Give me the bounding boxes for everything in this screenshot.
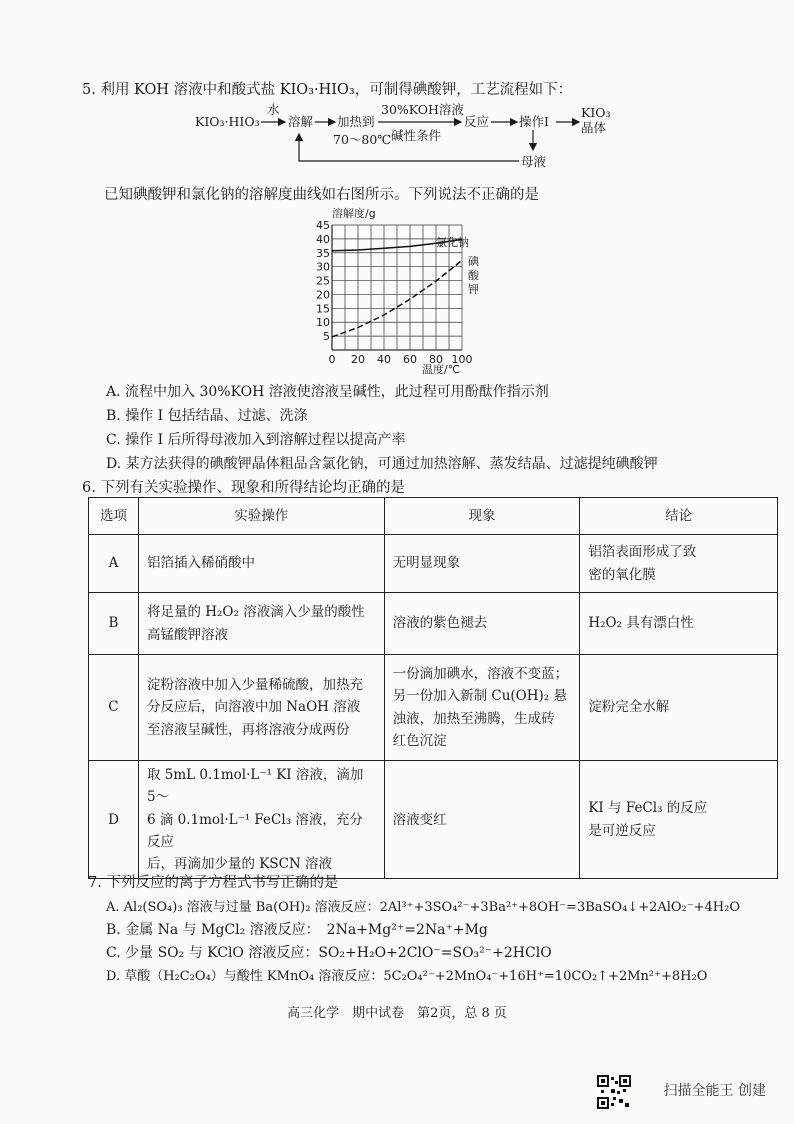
q7-option-d: D. 草酸（H₂C₂O₄）与酸性 KMnO₄ 溶液反应：5C₂O₄²⁻+2MnO₄⁻+16H⁺=10CO₂↑+2Mn²⁺+8H₂O	[106, 969, 708, 984]
row-conclusion: 铝箔表面形成了致 密的氧化膜	[580, 535, 778, 593]
row-option: B	[89, 593, 139, 655]
y-tick-label: 20	[316, 288, 330, 302]
row-conclusion: H₂O₂ 具有漂白性	[580, 593, 778, 655]
row-option: D	[89, 761, 139, 879]
y-tick-label: 40	[316, 232, 330, 246]
y-tick-label: 15	[316, 302, 330, 316]
flow-product-top: KIO₃	[581, 105, 611, 120]
label-nacl: 氯化钠	[436, 236, 469, 249]
x-tick-label: 40	[377, 353, 391, 366]
process-flow-diagram	[195, 100, 635, 170]
q5-option-a: A. 流程中加入 30%KOH 溶液使溶液呈碱性，此过程可用酚酞作指示剂	[106, 384, 549, 400]
q5-option-b: B. 操作 I 包括结晶、过滤、洗涤	[106, 408, 308, 424]
chart-ylabel: 溶解度/g	[332, 207, 376, 220]
solubility-chart	[318, 205, 518, 380]
row-operation: 淀粉溶液中加入少量稀硫酸，加热充 分反应后，向溶液中加 NaOH 溶液 至溶液呈碱性，再将溶液分成两份	[138, 655, 384, 761]
chart-xlabel: 温度/℃	[422, 363, 461, 376]
x-tick-label: 80	[429, 353, 443, 366]
row-operation: 取 5mL 0.1mol·L⁻¹ KI 溶液，滴加 5～ 6 滴 0.1mol·L⁻¹ FeCl₃ 溶液，充分反应 后，再滴加少量的 KSCN 溶液	[138, 761, 384, 879]
q7-title: 7. 下列反应的离子方程式书写正确的是	[88, 875, 339, 891]
row-option: A	[89, 535, 139, 593]
q6-table	[88, 497, 778, 879]
q5-option-d: D. 某方法获得的碘酸钾晶体粗品含氯化钠，可通过加热溶解、蒸发结晶、过滤提纯碘酸钾	[106, 456, 658, 472]
label-kio3-1: 碘	[468, 255, 479, 268]
q5-known: 已知碘酸钾和氯化钠的溶解度曲线如右图所示。下列说法不正确的是	[104, 187, 539, 203]
header-operation: 实验操作	[138, 498, 384, 535]
row-conclusion: 淀粉完全水解	[580, 655, 778, 761]
flow-dissolve: 溶解	[288, 114, 314, 129]
flow-react: 反应	[464, 114, 490, 129]
table-row	[89, 761, 778, 879]
flow-temp: 70～80℃	[333, 132, 392, 147]
row-option: C	[89, 655, 139, 761]
y-tick-label: 10	[316, 316, 330, 330]
x-tick-label: 100	[451, 353, 473, 366]
q5-option-c: C. 操作 I 后所得母液加入到溶解过程以提高产率	[106, 432, 406, 448]
flow-water: 水	[267, 102, 280, 117]
table-row	[89, 655, 778, 761]
y-tick-label: 5	[323, 330, 330, 344]
row-phenomenon: 无明显现象	[384, 535, 580, 593]
flow-alkaline: 碱性条件	[391, 128, 442, 143]
header-phenomenon: 现象	[384, 498, 580, 535]
flow-product-bottom: 晶体	[581, 120, 607, 135]
x-tick-label: 20	[351, 353, 365, 366]
header-conclusion: 结论	[580, 498, 778, 535]
table-header-row	[89, 498, 778, 535]
q5-title: 5. 利用 KOH 溶液中和酸式盐 KIO₃·HIO₃，可制得碘酸钾，工艺流程如下：	[82, 82, 573, 98]
scanner-watermark: 扫描全能王 创建	[663, 1083, 766, 1099]
row-phenomenon: 溶液变红	[384, 761, 580, 879]
flow-op1: 操作I	[519, 114, 549, 129]
x-tick-label: 60	[403, 353, 417, 366]
row-operation: 铝箔插入稀硝酸中	[138, 535, 384, 593]
flow-koh: 30%KOH溶液	[381, 102, 464, 117]
flow-start: KIO₃·HIO₃	[195, 114, 260, 129]
q6-title: 6. 下列有关实验操作、现象和所得结论均正确的是	[82, 480, 405, 496]
y-tick-label: 45	[316, 219, 330, 232]
page-footer: 高三化学 期中试卷 第2页，总 8 页	[287, 1006, 507, 1021]
row-conclusion: KI 与 FeCl₃ 的反应 是可逆反应	[580, 761, 778, 879]
table-row	[89, 593, 778, 655]
flow-heat: 加热到	[337, 114, 375, 129]
label-kio3-2: 酸	[468, 269, 479, 282]
row-phenomenon: 一份滴加碘水，溶液不变蓝； 另一份加入新制 Cu(OH)₂ 悬 浊液，加热至沸腾，生成砖 红色沉淀	[384, 655, 580, 761]
row-phenomenon: 溶液的紫色褪去	[384, 593, 580, 655]
x-tick-label: 0	[328, 353, 336, 366]
flow-mother: 母液	[521, 154, 547, 169]
q7-option-a: A. Al₂(SO₄)₃ 溶液与过量 Ba(OH)₂ 溶液反应：2Al³⁺+3SO₄²⁻+3Ba²⁺+8OH⁻=3BaSO₄↓+2AlO₂⁻+4H₂O	[106, 900, 740, 915]
y-tick-label: 25	[316, 274, 330, 288]
y-tick-label: 30	[316, 260, 330, 274]
header-option: 选项	[89, 498, 139, 535]
q7-option-b: B. 金属 Na 与 MgCl₂ 溶液反应： 2Na+Mg²⁺=2Na⁺+Mg	[106, 922, 488, 938]
label-kio3-3: 钾	[468, 283, 479, 296]
table-row	[89, 535, 778, 593]
qr-code-icon	[597, 1075, 631, 1109]
row-operation: 将足量的 H₂O₂ 溶液滴入少量的酸性 高锰酸钾溶液	[138, 593, 384, 655]
q7-option-c: C. 少量 SO₂ 与 KClO 溶液反应：SO₂+H₂O+2ClO⁻=SO₃²⁻+2HClO	[106, 945, 552, 961]
y-tick-label: 35	[316, 246, 330, 260]
